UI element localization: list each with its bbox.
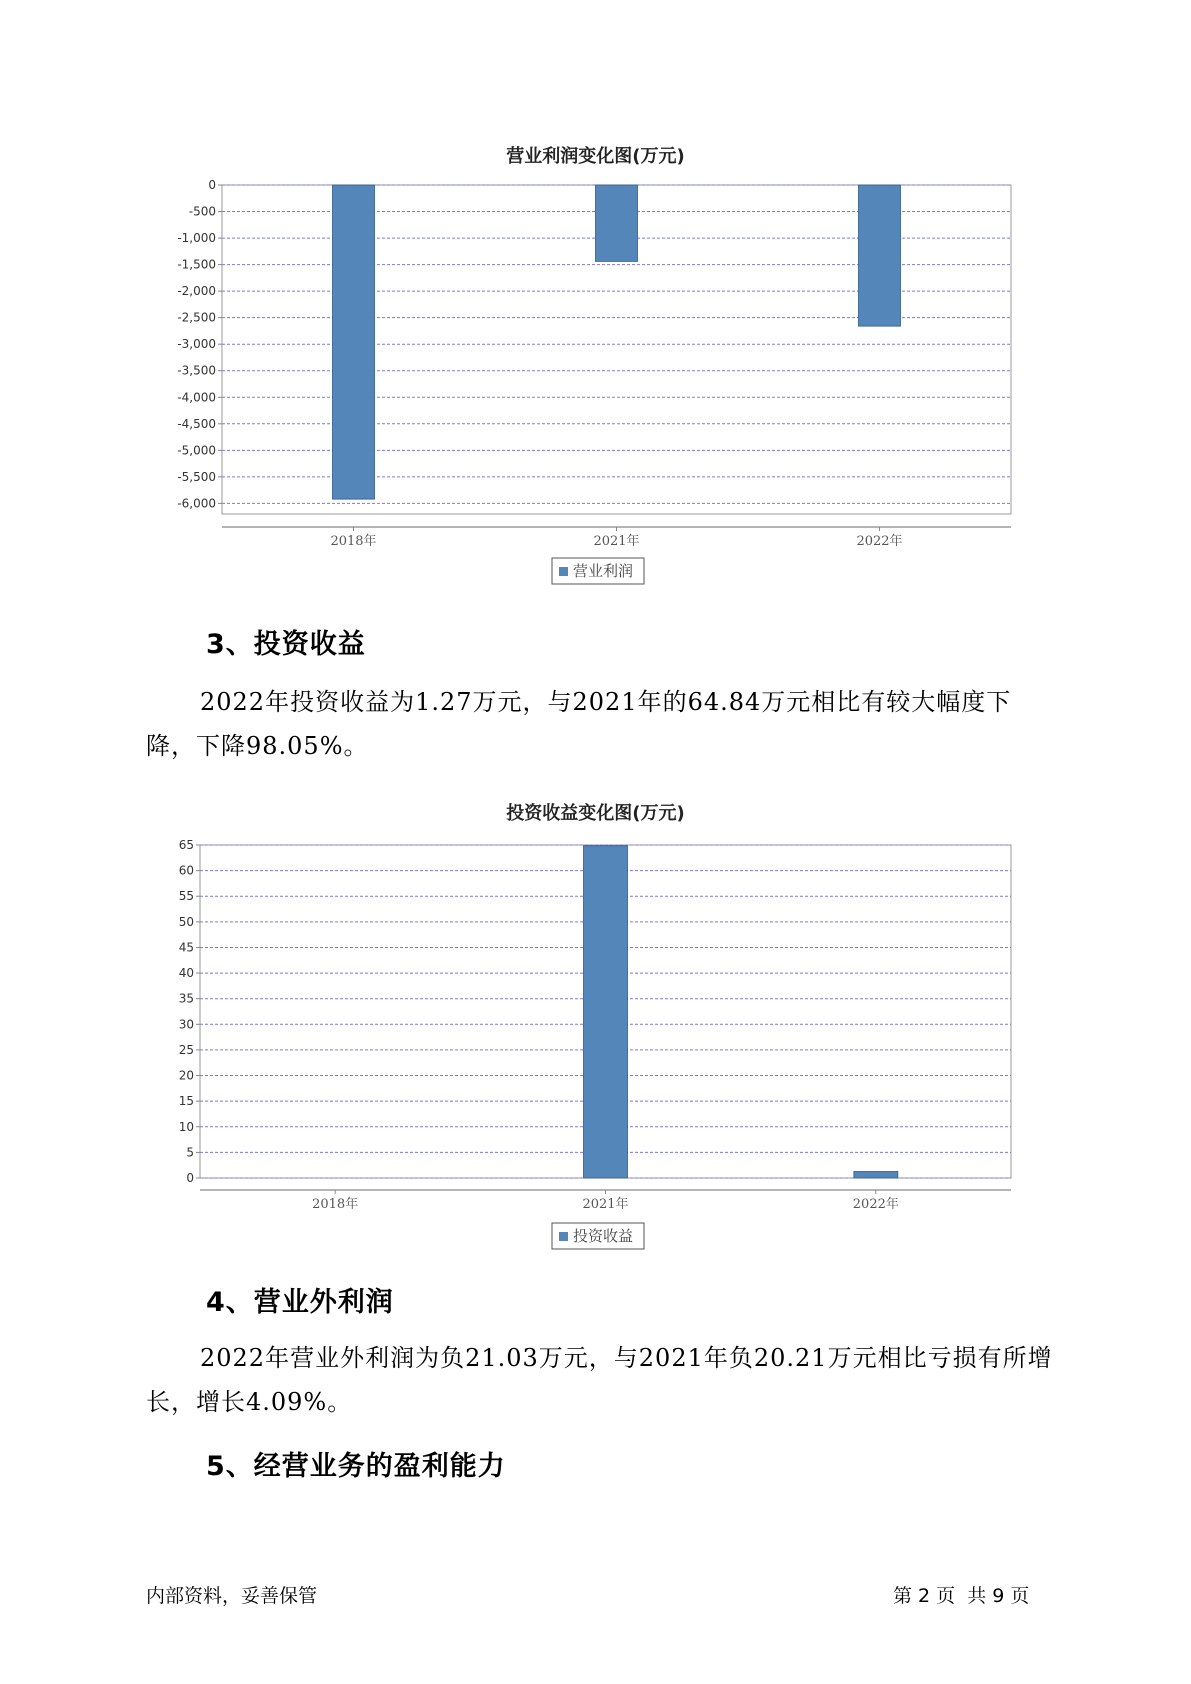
y-tick-label: 0 [208,178,216,192]
legend-label: 投资收益 [573,1227,634,1245]
bar-2022年 [859,185,901,326]
y-tick-label: 40 [178,966,194,981]
footer-page-number: 第 2 页 共 9 页 [893,1585,1030,1607]
y-tick-label: -6,000 [177,496,216,511]
section-4-text: 2022年营业外利润为负21.03万元，与2021年负20.21万元相比亏损有所增长，增长4.09%。 [146,1344,1053,1416]
x-tick-label: 2021年 [593,534,640,549]
y-tick-label: 25 [178,1042,194,1057]
y-tick-label: -1,500 [177,257,216,272]
y-tick-label: 50 [178,914,194,929]
bar-2022年 [854,1171,898,1178]
legend [552,1223,644,1249]
legend [552,558,644,584]
y-tick-label: -4,000 [177,390,216,405]
y-tick-label: -4,500 [177,416,216,431]
bar-2021年 [584,846,628,1178]
x-tick-label: 2018年 [312,1197,359,1212]
operating-profit-chart [0,170,1191,590]
section-3-text: 2022年投资收益为1.27万元，与2021年的64.84万元相比有较大幅度下降，下降98.05%。 [146,688,1012,760]
y-tick-label: 60 [178,863,194,878]
y-tick-label: 5 [186,1145,194,1160]
x-tick-label: 2018年 [330,534,377,549]
x-tick-label: 2021年 [582,1197,629,1212]
y-tick-label: 55 [178,889,194,904]
operating-profit-chart-title: 营业利润变化图(万元) [506,146,685,167]
y-tick-label: -5,000 [177,443,216,458]
y-tick-label: 15 [178,1094,194,1109]
y-tick-label: 10 [178,1119,194,1134]
y-tick-label: -1,000 [177,231,216,246]
x-tick-label: 2022年 [852,1197,899,1212]
y-tick-label: 30 [178,1017,194,1032]
y-tick-label: -3,500 [177,363,216,378]
y-tick-label: 0 [186,1171,194,1185]
y-tick-label: -500 [188,204,216,219]
legend-swatch [559,1232,568,1241]
investment-income-chart [0,830,1191,1250]
section-3-heading: 3、投资收益 [206,629,366,660]
footer-confidential-note: 内部资料，妥善保管 [146,1585,318,1607]
bar-2021年 [596,185,638,261]
y-tick-label: -2,500 [177,310,216,325]
y-tick-label: -5,500 [177,469,216,484]
y-tick-label: 35 [178,991,194,1006]
x-tick-label: 2022年 [856,534,903,549]
bar-2018年 [333,185,375,499]
section-5-heading: 5、经营业务的盈利能力 [206,1451,506,1482]
section-4-heading: 4、营业外利润 [206,1287,394,1318]
y-tick-label: -3,000 [177,337,216,352]
investment-income-chart-title: 投资收益变化图(万元) [506,803,685,824]
y-tick-label: 20 [178,1068,194,1083]
y-tick-label: 65 [178,838,194,852]
y-tick-label: 45 [178,940,194,955]
legend-swatch [559,567,568,576]
y-tick-label: -2,000 [177,284,216,299]
legend-label: 营业利润 [573,562,634,580]
